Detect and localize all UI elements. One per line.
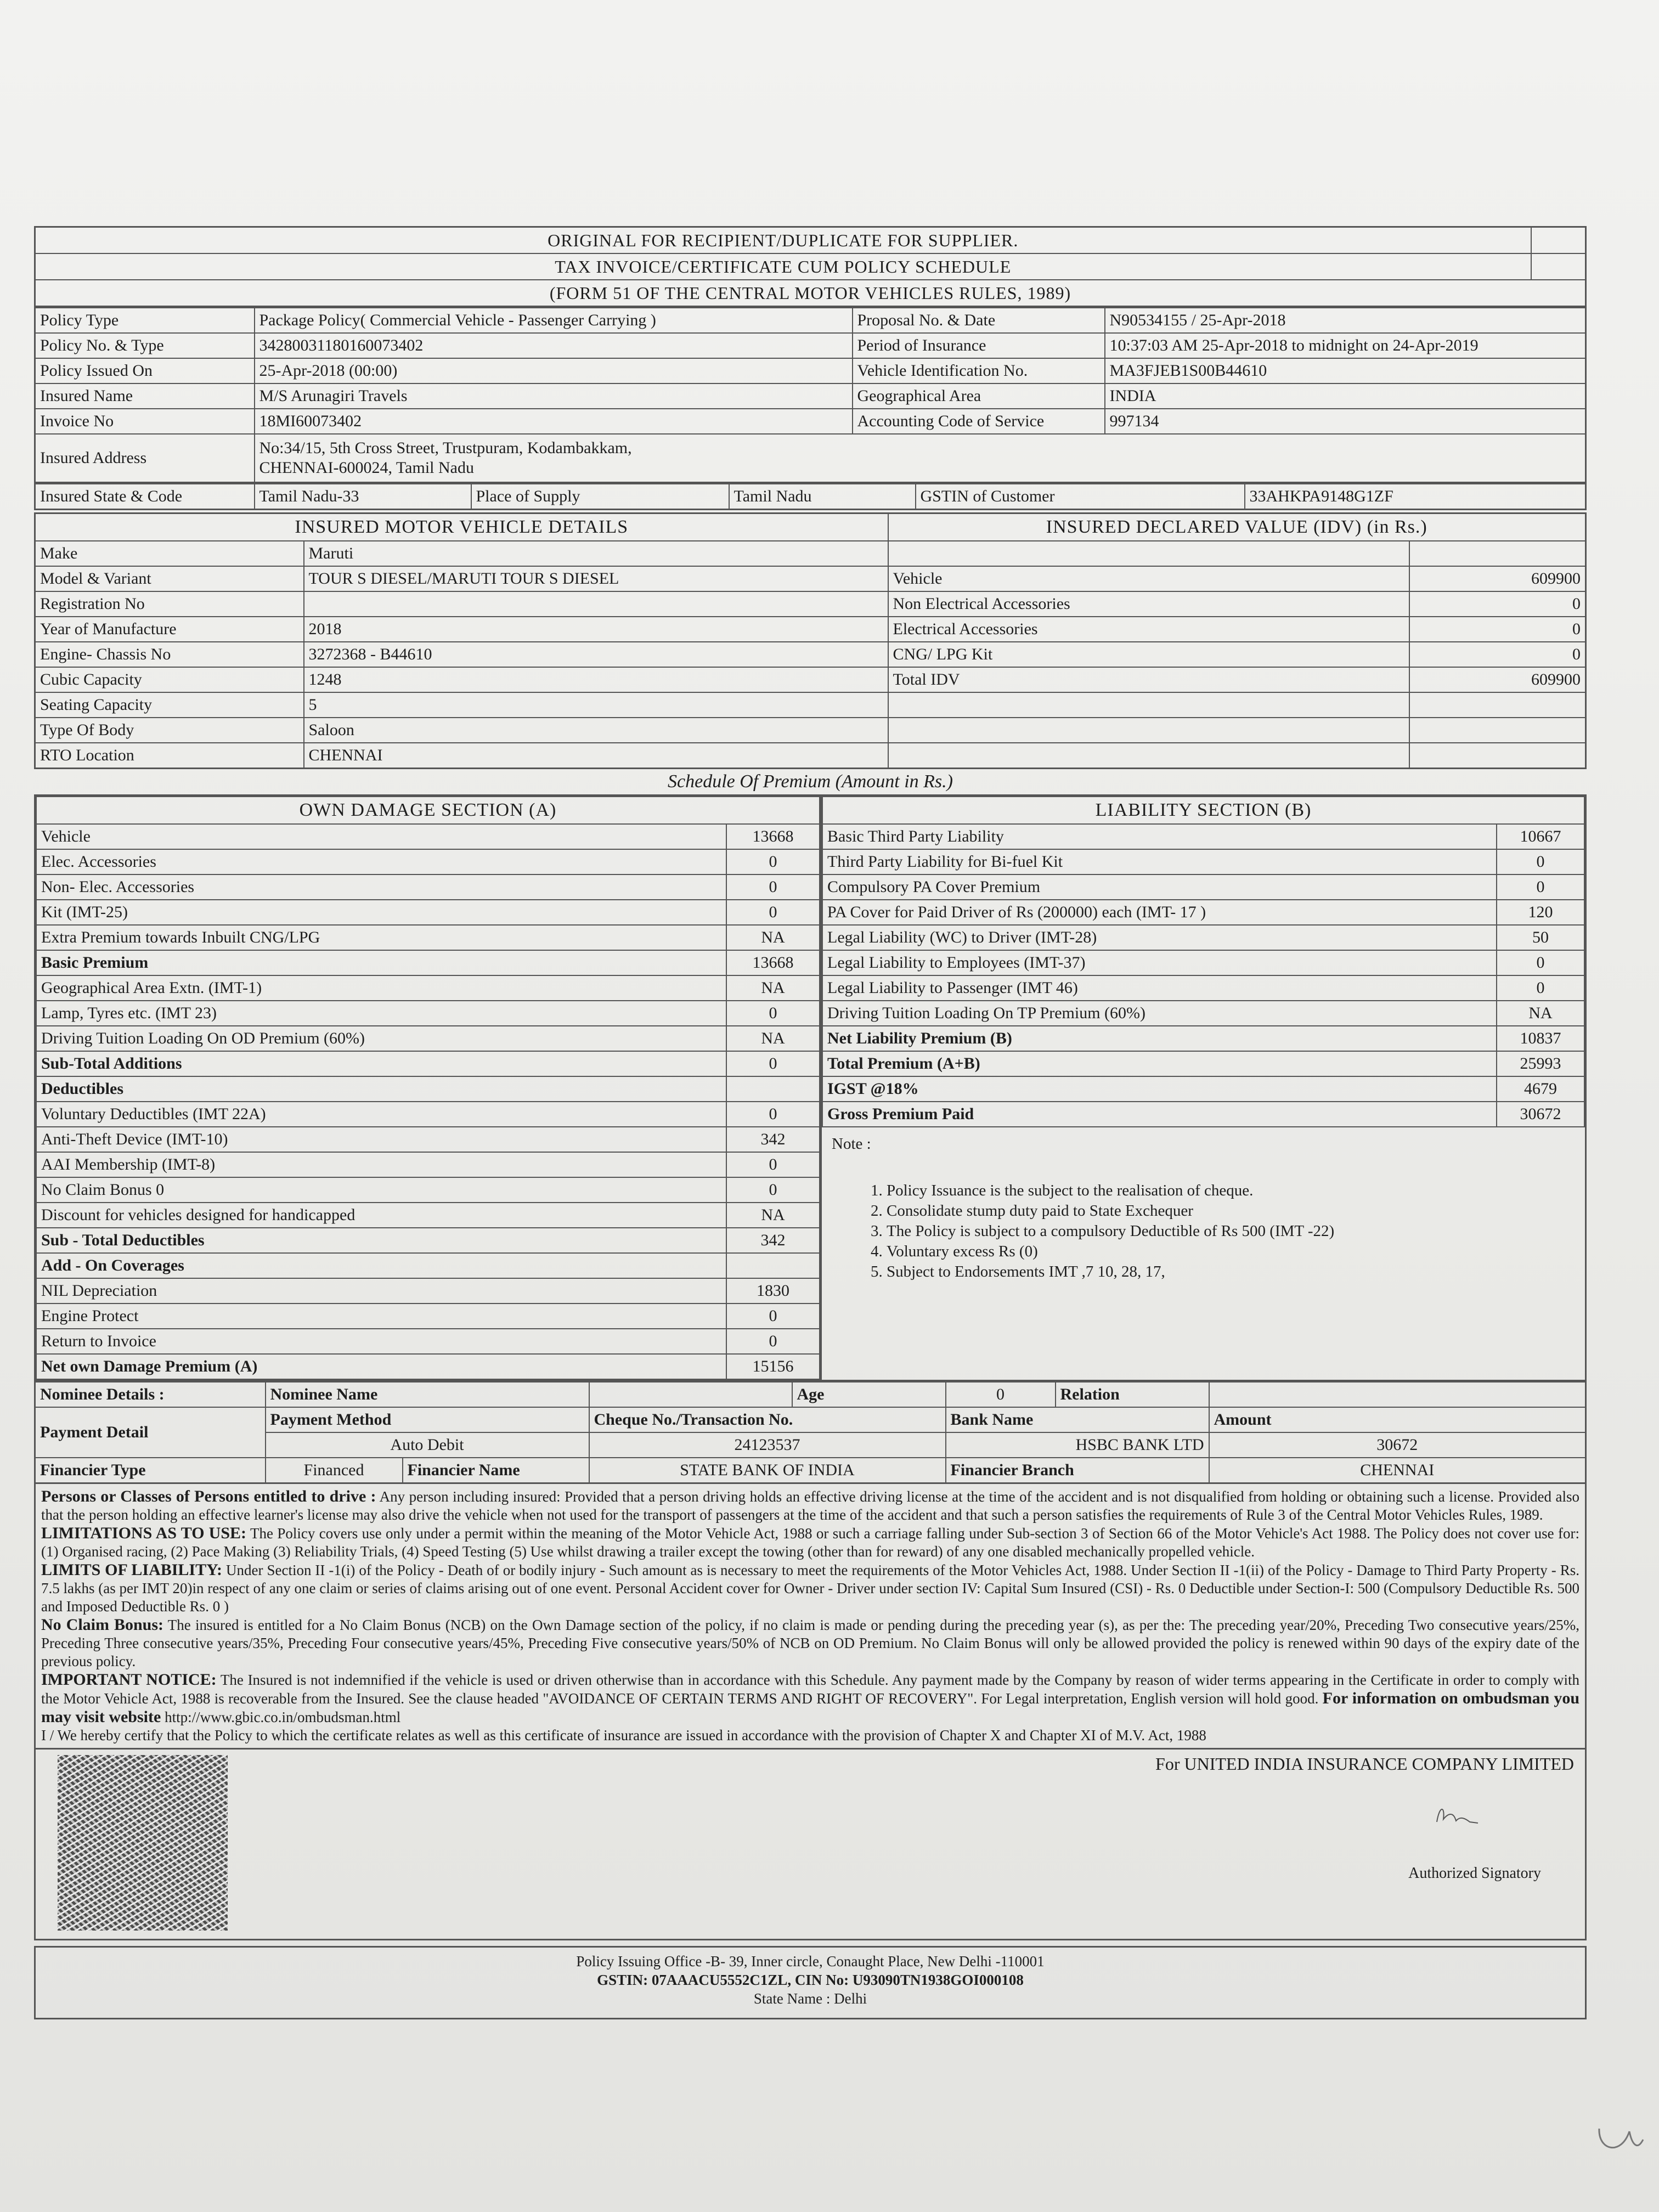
- liability-value: 10837: [1497, 1026, 1584, 1051]
- financier-branch-label: Financier Branch: [946, 1458, 1209, 1483]
- acc-code-label: Accounting Code of Service: [853, 409, 1105, 434]
- nominee-name-label: Nominee Name: [266, 1382, 589, 1407]
- own-damage-row: [36, 874, 820, 900]
- gstin-value: 33AHKPA9148G1ZF: [1245, 484, 1586, 510]
- liability-row: [822, 900, 1584, 925]
- insured-name-label: Insured Name: [35, 383, 255, 409]
- financier-type-value: Financed: [266, 1458, 403, 1483]
- note-item: 2. Consolidate stump duty paid to State Exchequer: [887, 1201, 1575, 1221]
- liability-value: 50: [1497, 925, 1584, 950]
- liability-label: Legal Liability to Passenger (IMT 46): [822, 975, 1497, 1001]
- liability-label: Legal Liability to Employees (IMT-37): [822, 950, 1497, 975]
- own-damage-value: NA: [726, 975, 820, 1001]
- liability-value: 25993: [1497, 1051, 1584, 1076]
- terms-drivers: Persons or Classes of Persons entitled to drive : Any person including insured: Provided that a person driving holds an effective driving license at the time of the accident and is not disqualified from holding or obtaining such a license. Provided also that the person holding an effective learner's license may also drive the vehicle when not used for the transport of passengers at the time of the accident and that such a person satisfies the requirements of Rule 3 of the Central Motor Vehicles Rules, 1989.: [41, 1487, 1580, 1523]
- vehicle-row: [35, 566, 1586, 591]
- own-damage-row: [36, 1354, 820, 1379]
- liability-table: [822, 796, 1585, 1127]
- liability-row: [822, 1102, 1584, 1127]
- place-supply-label: Place of Supply: [471, 484, 729, 510]
- policy-type-value: Package Policy( Commercial Vehicle - Passenger Carrying ): [255, 308, 853, 333]
- terms-important-notice: IMPORTANT NOTICE: The Insured is not indemnified if the vehicle is used or driven otherwise than in accordance with this Schedule. Any payment made by the Company by reason of wider terms appearing in the Certificate in order to comply with the Motor Vehicle Act, 1988 is recoverable from the Insured. See the clause headed "AVOIDANCE OF CERTAIN TERMS AND RIGHT OF RECOVERY". For Legal interpretation, English version will hold good. For information on ombudsman you may visit website http://www.gbic.co.in/ombudsman.html: [41, 1671, 1580, 1726]
- own-damage-row: [36, 1001, 820, 1026]
- payment-method-label: Payment Method: [266, 1407, 589, 1432]
- footer-state: State Name : Delhi: [753, 1990, 867, 2007]
- liability-row: [822, 1026, 1584, 1051]
- own-damage-value: 0: [726, 1152, 820, 1177]
- own-damage-label: Driving Tuition Loading On OD Premium (60%): [36, 1026, 726, 1051]
- vehicle-row: [35, 591, 1586, 617]
- own-damage-row: [36, 1051, 820, 1076]
- idv-label: Total IDV: [888, 667, 1409, 692]
- own-damage-row: [36, 1203, 820, 1228]
- note-list: [865, 1181, 1575, 1282]
- own-damage-label: Deductibles: [36, 1076, 726, 1102]
- policy-no-value: 3428003118016007340​2: [255, 333, 853, 358]
- own-damage-value: 0: [726, 1329, 820, 1354]
- vehicle-row: [35, 692, 1586, 718]
- vehicle-row: [35, 667, 1586, 692]
- idv-value: 609900: [1409, 566, 1586, 591]
- own-damage-row: [36, 1329, 820, 1354]
- liability-label: Gross Premium Paid: [822, 1102, 1497, 1127]
- liability-value: 0: [1497, 975, 1584, 1001]
- idv-value: 0: [1409, 591, 1586, 617]
- own-damage-label: Elec. Accessories: [36, 849, 726, 874]
- nominee-payment-table: [34, 1381, 1587, 1484]
- idv-value: 609900: [1409, 667, 1586, 692]
- own-damage-value: 0: [726, 874, 820, 900]
- own-damage-table: [36, 796, 820, 1380]
- own-damage-value: 342: [726, 1228, 820, 1253]
- liability-label: Total Premium (A+B): [822, 1051, 1497, 1076]
- own-damage-label: Sub-Total Additions: [36, 1051, 726, 1076]
- own-damage-label: No Claim Bonus 0: [36, 1177, 726, 1203]
- liability-value: 4679: [1497, 1076, 1584, 1102]
- place-supply-value: Tamil Nadu: [729, 484, 916, 510]
- own-damage-row: [36, 1177, 820, 1203]
- liability-row: [822, 824, 1584, 849]
- own-damage-label: Kit (IMT-25): [36, 900, 726, 925]
- liability-label: Basic Third Party Liability: [822, 824, 1497, 849]
- vehicle-label: Type Of Body: [35, 718, 304, 743]
- liability-value: 0: [1497, 874, 1584, 900]
- own-damage-row: [36, 1253, 820, 1278]
- proposal-value: N90534155 / 25-Apr-2018: [1105, 308, 1586, 333]
- vin-value: MA3FJEB1S00B44610: [1105, 358, 1586, 383]
- idv-label: Electrical Accessories: [888, 617, 1409, 642]
- vehicle-value: TOUR S DIESEL/MARUTI TOUR S DIESEL: [304, 566, 888, 591]
- qr-code: [58, 1755, 228, 1931]
- own-damage-row: [36, 1228, 820, 1253]
- terms-limitations: LIMITATIONS AS TO USE: The Policy covers use only under a permit within the meaning of the Motor Vehicle Act, 1988 or such a carriage falling under Sub-section 3 of Section 66 of the Motor Vehicle's Act 1988. The Policy does not cover use for: (1) Organised racing, (2) Pace Making (3) Reliability Trials, (4) Speed Testing (5) Use whilst drawing a trailer except the towing (other than for reward) of any one disabled mechanically propelled vehicle.: [41, 1524, 1579, 1560]
- liability-value: 30672: [1497, 1102, 1584, 1127]
- footer-gstin: GSTIN: 07AAACU5552C1ZL, CIN No: U93090TN1938GOI000108: [597, 1972, 1024, 1988]
- address-line-2: CHENNAI-600024, Tamil Nadu: [259, 459, 474, 477]
- own-damage-label: Geographical Area Extn. (IMT-1): [36, 975, 726, 1001]
- liability-row: [822, 950, 1584, 975]
- invoice-no-label: Invoice No: [35, 409, 255, 434]
- vehicle-value: CHENNAI: [304, 743, 888, 769]
- state-label: Insured State & Code: [35, 484, 255, 510]
- note-item: 5. Subject to Endorsements IMT ,7 10, 28, 17,: [887, 1262, 1575, 1282]
- own-damage-row: [36, 1278, 820, 1304]
- own-damage-row: [36, 849, 820, 874]
- vehicle-label: Seating Capacity: [35, 692, 304, 718]
- signature-block: [34, 1750, 1587, 1940]
- own-damage-row: [36, 975, 820, 1001]
- terms-no-claim-bonus: No Claim Bonus: The insured is entitled for a No Claim Bonus (NCB) on the Own Damage section of the policy, if no claim is made or pending during the preceding year (s), as per the: The preceding year/20%, Preceding Two consecutive years/25%, Preceding Three consecutive years/35%, Preceding Four consecutive years/45%, Preceding Five consecutive years/50% of NCB on OD Premium. No Claim Bonus will only be allowed provided the policy is renewed within 90 days of the expiry date of the previous policy.: [41, 1616, 1579, 1669]
- invoice-no-value: 18MI60073402: [255, 409, 853, 434]
- liability-value: 10667: [1497, 824, 1584, 849]
- amount-value: 30672: [1209, 1432, 1586, 1458]
- own-damage-row: [36, 824, 820, 849]
- period-value: 10:37:03 AM 25-Apr-2018 to midnight on 24-Apr-2019: [1105, 333, 1586, 358]
- header-line-2: TAX INVOICE/CERTIFICATE CUM POLICY SCHEDULE: [35, 253, 1531, 280]
- signature-scribble: [1431, 1800, 1481, 1833]
- nominee-relation-value: [1209, 1382, 1586, 1407]
- own-damage-label: Return to Invoice: [36, 1329, 726, 1354]
- own-damage-value: NA: [726, 1026, 820, 1051]
- amount-label: Amount: [1209, 1407, 1586, 1432]
- liability-label: PA Cover for Paid Driver of Rs (200000) each (IMT- 17 ): [822, 900, 1497, 925]
- own-damage-value: [726, 1076, 820, 1102]
- own-damage-label: Basic Premium: [36, 950, 726, 975]
- own-damage-label: Extra Premium towards Inbuilt CNG/LPG: [36, 925, 726, 950]
- nominee-details-label: Nominee Details :: [35, 1382, 266, 1407]
- policy-notes: [822, 1127, 1585, 1289]
- ombudsman-text: For information on ombudsman you may visit website: [41, 1689, 1580, 1726]
- schedule-of-premium-title: Schedule Of Premium (Amount in Rs.): [668, 771, 953, 792]
- address-label: Insured Address: [35, 434, 255, 483]
- vehicle-value: 3272368 - B44610: [304, 642, 888, 667]
- liability-label: Third Party Liability for Bi-fuel Kit: [822, 849, 1497, 874]
- vehicle-value: 1248: [304, 667, 888, 692]
- own-damage-value: 0: [726, 1051, 820, 1076]
- own-damage-label: AAI Membership (IMT-8): [36, 1152, 726, 1177]
- own-damage-row: [36, 1102, 820, 1127]
- own-damage-value: 342: [726, 1127, 820, 1152]
- own-damage-value: 0: [726, 1177, 820, 1203]
- own-damage-label: NIL Depreciation: [36, 1278, 726, 1304]
- own-damage-row: [36, 950, 820, 975]
- own-damage-title: OWN DAMAGE SECTION (A): [36, 797, 820, 824]
- own-damage-value: 0: [726, 1102, 820, 1127]
- payment-detail-label: Payment Detail: [35, 1407, 266, 1458]
- issued-on-label: Policy Issued On: [35, 358, 255, 383]
- vehicle-idv-table: [34, 512, 1587, 769]
- nominee-name-value: [589, 1382, 792, 1407]
- header-line-1: ORIGINAL FOR RECIPIENT/DUPLICATE FOR SUPPLIER.: [35, 227, 1531, 254]
- own-damage-label: Lamp, Tyres etc. (IMT 23): [36, 1001, 726, 1026]
- note-item: 4. Voluntary excess Rs (0): [887, 1242, 1575, 1262]
- vehicle-row: [35, 743, 1586, 769]
- own-damage-row: [36, 1026, 820, 1051]
- financier-name-label: Financier Name: [403, 1458, 589, 1483]
- vehicle-value: [304, 591, 888, 617]
- vehicle-value: Maruti: [304, 541, 888, 566]
- policy-type-label: Policy Type: [35, 308, 255, 333]
- acc-code-value: 997134: [1105, 409, 1586, 434]
- issuing-office-footer: [34, 1946, 1587, 2019]
- vehicle-row: [35, 642, 1586, 667]
- vehicle-label: Model & Variant: [35, 566, 304, 591]
- note-label: Note :: [832, 1135, 871, 1153]
- address-value: [255, 434, 1586, 483]
- idv-value: 0: [1409, 617, 1586, 642]
- liability-section: [822, 796, 1585, 1380]
- liability-value: 0: [1497, 849, 1584, 874]
- own-damage-value: 0: [726, 1304, 820, 1329]
- financier-branch-value: CHENNAI: [1209, 1458, 1586, 1483]
- vin-label: Vehicle Identification No.: [853, 358, 1105, 383]
- own-damage-row: [36, 1076, 820, 1102]
- liability-label: IGST @18%: [822, 1076, 1497, 1102]
- vehicle-row: [35, 541, 1586, 566]
- policy-no-label: Policy No. & Type: [35, 333, 255, 358]
- state-value: Tamil Nadu-33: [255, 484, 471, 510]
- cheque-no-label: Cheque No./Transaction No.: [589, 1407, 946, 1432]
- own-damage-section: [36, 796, 822, 1380]
- policy-terms: [34, 1484, 1587, 1750]
- financier-type-label: Financier Type: [35, 1458, 266, 1483]
- header-line-3: (FORM 51 OF THE CENTRAL MOTOR VEHICLES RULES, 1989): [35, 280, 1586, 307]
- insured-name-value: M/S Arunagiri Travels: [255, 383, 853, 409]
- bank-name-label: Bank Name: [946, 1407, 1209, 1432]
- liability-label: Legal Liability (WC) to Driver (IMT-28): [822, 925, 1497, 950]
- policy-document: [34, 226, 1587, 2019]
- own-damage-row: [36, 925, 820, 950]
- own-damage-label: Vehicle: [36, 824, 726, 849]
- vehicle-label: Make: [35, 541, 304, 566]
- liability-title: LIABILITY SECTION (B): [822, 797, 1584, 824]
- geo-label: Geographical Area: [853, 383, 1105, 409]
- own-damage-value: 0: [726, 1001, 820, 1026]
- liability-row: [822, 849, 1584, 874]
- own-damage-label: Anti-Theft Device (IMT-10): [36, 1127, 726, 1152]
- liability-row: [822, 1076, 1584, 1102]
- proposal-label: Proposal No. & Date: [853, 308, 1105, 333]
- liability-row: [822, 925, 1584, 950]
- own-damage-label: Net own Damage Premium (A): [36, 1354, 726, 1379]
- footer-office: Policy Issuing Office -B- 39, Inner circle, Conaught Place, New Delhi -110001: [576, 1953, 1045, 1970]
- liability-row: [822, 874, 1584, 900]
- cheque-no-value: 24123537: [589, 1432, 946, 1458]
- own-damage-label: Voluntary Deductibles (IMT 22A): [36, 1102, 726, 1127]
- gstin-label: GSTIN of Customer: [916, 484, 1245, 510]
- note-item: 1. Policy Issuance is the subject to the realisation of cheque.: [887, 1181, 1575, 1201]
- vehicle-label: Engine- Chassis No: [35, 642, 304, 667]
- own-damage-label: Non- Elec. Accessories: [36, 874, 726, 900]
- liability-label: Driving Tuition Loading On TP Premium (60%): [822, 1001, 1497, 1026]
- state-gstin-table: [34, 483, 1587, 510]
- liability-value: NA: [1497, 1001, 1584, 1026]
- liability-row: [822, 975, 1584, 1001]
- nominee-age-value: 0: [946, 1382, 1056, 1407]
- own-damage-value: NA: [726, 925, 820, 950]
- idv-title: INSURED DECLARED VALUE (IDV) (in Rs.): [888, 514, 1586, 541]
- vehicle-value: 2018: [304, 617, 888, 642]
- own-damage-value: NA: [726, 1203, 820, 1228]
- vehicle-details-title: INSURED MOTOR VEHICLE DETAILS: [35, 514, 888, 541]
- own-damage-label: Sub - Total Deductibles: [36, 1228, 726, 1253]
- liability-label: Compulsory PA Cover Premium: [822, 874, 1497, 900]
- vehicle-value: Saloon: [304, 718, 888, 743]
- idv-label: CNG/ LPG Kit: [888, 642, 1409, 667]
- vehicle-label: Registration No: [35, 591, 304, 617]
- liability-value: 120: [1497, 900, 1584, 925]
- idv-value: 0: [1409, 642, 1586, 667]
- vehicle-label: Cubic Capacity: [35, 667, 304, 692]
- own-damage-row: [36, 1304, 820, 1329]
- document-header: [34, 226, 1587, 307]
- vehicle-label: Year of Manufacture: [35, 617, 304, 642]
- issued-on-value: 25-Apr-2018 (00:00): [255, 358, 853, 383]
- note-item: 3. The Policy is subject to a compulsory Deductible of Rs 500 (IMT -22): [887, 1221, 1575, 1242]
- terms-liability-limits: LIMITS OF LIABILITY: Under Section II -1(i) of the Policy - Death of or bodily injury - Such amount as is necessary to meet the requirements of the Motor Vehicles Act, 1988. Under Section II -1(ii) of the Policy - Damage to Third Party Property - Rs. 7.5 lakhs (as per IMT 20)in respect of any one claim or series of claims arising out of one event. Personal Accident cover for Owner - Driver under section IV: Capital Sum Insured (CSI) - Rs. 0 Deductible under Section-I: 500 (Compulsory Deductible Rs. 500 and Imposed Deductible Rs. 0 ): [41, 1561, 1579, 1615]
- nominee-age-label: Age: [792, 1382, 946, 1407]
- own-damage-value: 1830: [726, 1278, 820, 1304]
- policy-info-table: [34, 307, 1587, 483]
- own-damage-value: [726, 1253, 820, 1278]
- own-damage-label: Engine Protect: [36, 1304, 726, 1329]
- address-line-1: No:34/15, 5th Cross Street, Trustpuram, Kodambakkam,: [259, 439, 632, 457]
- terms-certification: I / We hereby certify that the Policy to which the certificate relates as well as this certificate of insurance are issued in accordance with the provision of Chapter X and Chapter XI of M.V. Act, 1988: [41, 1727, 1206, 1743]
- premium-schedule: [34, 794, 1587, 1381]
- ombudsman-url: http://www.gbic.co.in/ombudsman.html: [161, 1709, 401, 1725]
- page-corner-mark: [1588, 2118, 1649, 2167]
- own-damage-row: [36, 1152, 820, 1177]
- bank-name-value: HSBC BANK LTD: [946, 1432, 1209, 1458]
- own-damage-value: 13668: [726, 824, 820, 849]
- nominee-relation-label: Relation: [1056, 1382, 1209, 1407]
- own-damage-label: Add - On Coverages: [36, 1253, 726, 1278]
- liability-row: [822, 1051, 1584, 1076]
- vehicle-label: RTO Location: [35, 743, 304, 769]
- own-damage-value: 13668: [726, 950, 820, 975]
- own-damage-row: [36, 1127, 820, 1152]
- vehicle-value: 5: [304, 692, 888, 718]
- financier-name-value: STATE BANK OF INDIA: [589, 1458, 946, 1483]
- own-damage-value: 15156: [726, 1354, 820, 1379]
- liability-label: Net Liability Premium (B): [822, 1026, 1497, 1051]
- own-damage-row: [36, 900, 820, 925]
- payment-method-value: Auto Debit: [266, 1432, 589, 1458]
- authorized-signatory: Authorized Signatory: [1408, 1865, 1541, 1882]
- own-damage-label: Discount for vehicles designed for handicapped: [36, 1203, 726, 1228]
- company-signature-line: For UNITED INDIA INSURANCE COMPANY LIMITED: [1155, 1754, 1574, 1774]
- liability-row: [822, 1001, 1584, 1026]
- liability-value: 0: [1497, 950, 1584, 975]
- vehicle-row: [35, 617, 1586, 642]
- own-damage-value: 0: [726, 849, 820, 874]
- period-label: Period of Insurance: [853, 333, 1105, 358]
- idv-label: Non Electrical Accessories: [888, 591, 1409, 617]
- own-damage-value: 0: [726, 900, 820, 925]
- vehicle-row: [35, 718, 1586, 743]
- idv-label: Vehicle: [888, 566, 1409, 591]
- geo-value: INDIA: [1105, 383, 1586, 409]
